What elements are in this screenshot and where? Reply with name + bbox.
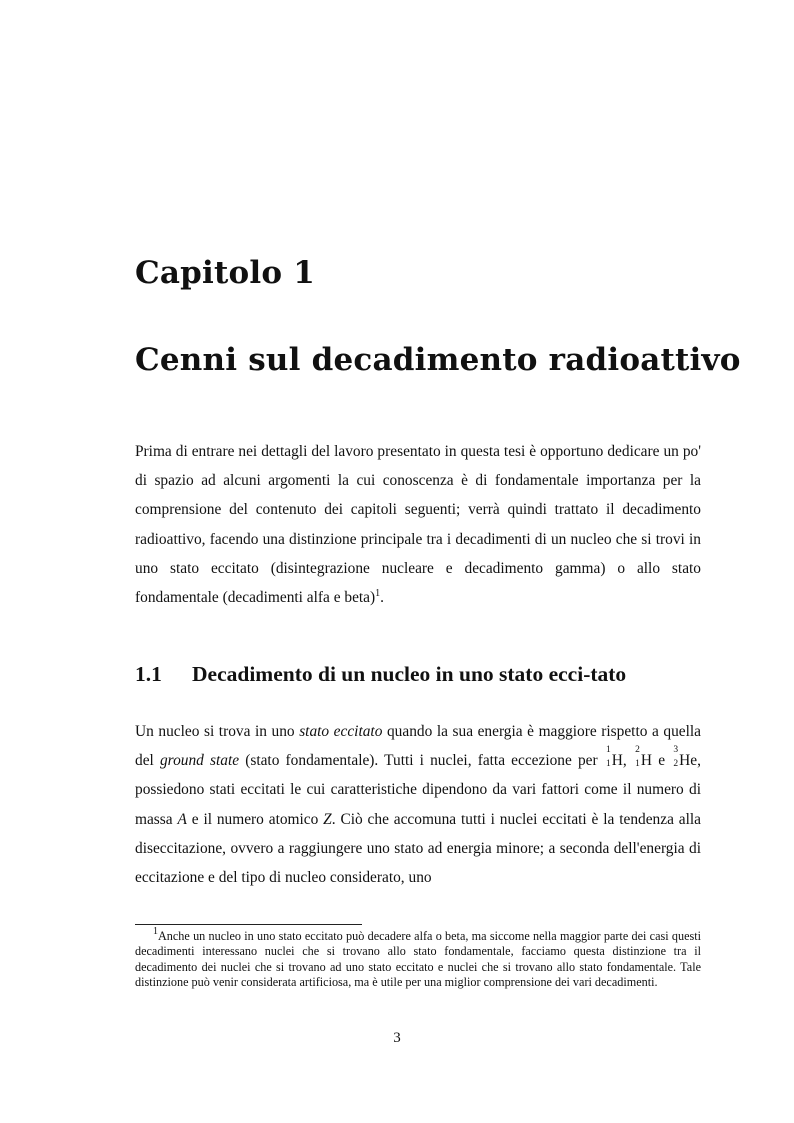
term-stato-eccitato: stato eccitato bbox=[299, 723, 383, 740]
section-paragraph bbox=[135, 717, 701, 892]
footnote-text: Anche un nucleo in uno stato eccitato può decadere alfa o beta, ma siccome nella maggior parte dei casi questi decadimenti interessano nuclei che si trovano allo stato fondamentale, facciamo questa distinzione tra il decadimento dei nuclei che si trovano ad uno stato eccitato e nuclei che si trovano allo stato fondamentale. Tale distinzione può venir considerata artificiosa, ma è utile per una miglior comprensione dei vari decadimenti. bbox=[135, 929, 701, 990]
isotope-mass: 1 bbox=[606, 744, 611, 755]
isotope-atomic-number: 2 bbox=[673, 758, 679, 769]
variable-z: Z bbox=[323, 810, 332, 828]
isotope-atomic-number: 1 bbox=[635, 758, 640, 769]
footnote-mark: 1 bbox=[153, 926, 158, 937]
intro-text: Prima di entrare nei dettagli del lavoro presentato in questa tesi è opportuno dedicare un po' di spazio ad alcuni argomenti la cui conoscenza è di fondamentale importanza per la comprensione del contenuto dei capitoli seguenti; verrà quindi trattato il decadimento radioattivo, facendo una distinzione principale tra i decadimenti di un nucleo che si trovi in uno stato eccitato (disintegrazione nucleare e decadimento gamma) o allo stato fondamentale (decadimenti alfa e beta) bbox=[135, 443, 701, 607]
section-title: Decadimento di un nucleo in uno stato ecci-tato bbox=[192, 662, 627, 686]
isotope-symbol: H bbox=[640, 752, 653, 770]
footnote bbox=[135, 926, 701, 991]
page-number: 3 bbox=[393, 1030, 401, 1046]
footnote-separator bbox=[135, 924, 362, 925]
section-number: 1.1 bbox=[135, 662, 162, 686]
variable-a: A bbox=[177, 810, 187, 828]
isotope-mass: 3 bbox=[673, 744, 679, 755]
section-text-4: e il numero atomico bbox=[186, 810, 324, 828]
section-text-iso3-after: , possiedono stati eccitati le cui caratteristiche dipendono da vari fattori come il numero di massa bbox=[135, 752, 701, 828]
section-text-1: Un nucleo si trova in uno bbox=[135, 723, 300, 740]
section-text-2: quando la sua energia è maggiore rispetto a quella del bbox=[135, 723, 701, 770]
section-text-5: . Ciò che accomuna tutti i nuclei eccitati è la tendenza alla diseccitazione, ovvero a raggiungere uno stato ad energia minore; a seconda dell'energia di eccitazione e del tipo di nucleo considerato, uno bbox=[135, 810, 701, 887]
isotope-prescript-2 bbox=[633, 744, 641, 769]
isotope-symbol: H bbox=[611, 752, 623, 770]
footnote-reference[interactable]: 1 bbox=[375, 588, 381, 600]
intro-paragraph bbox=[135, 437, 701, 612]
section-text-3: (stato fondamentale). Tutti i nuclei, fatta eccezione per bbox=[239, 752, 604, 770]
section-text-iso2-after: e bbox=[652, 752, 672, 770]
isotope-prescript-1 bbox=[604, 744, 612, 769]
intro-end: . bbox=[380, 589, 384, 607]
term-ground-state: ground state bbox=[159, 752, 240, 770]
isotope-prescript-3 bbox=[671, 744, 679, 769]
chapter-label: Capitolo 1 bbox=[135, 255, 316, 291]
isotope-mass: 2 bbox=[635, 744, 640, 755]
isotope-atomic-number: 1 bbox=[606, 758, 611, 769]
section-heading bbox=[135, 652, 701, 697]
section-text-iso1-after: , bbox=[622, 752, 627, 770]
chapter-title: Cenni sul decadimento radioattivo bbox=[135, 342, 741, 378]
isotope-symbol: He bbox=[679, 752, 698, 770]
